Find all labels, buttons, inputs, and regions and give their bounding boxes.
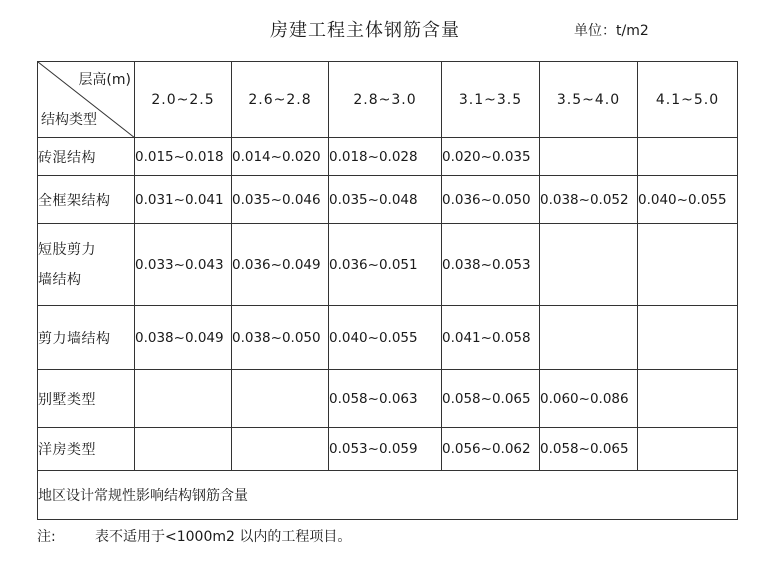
value-cell: 0.014~0.020 [232,138,329,176]
steel-content-table [37,61,738,520]
value-cell: 0.040~0.055 [638,176,738,224]
footnote [37,526,351,546]
table-row [38,370,738,428]
value-cell [135,370,232,428]
value-cell: 0.036~0.051 [329,224,442,306]
structure-type-label: 结构类型 [41,112,97,128]
header-cell: 2.8~3.0 [329,62,442,138]
footer-cell: 地区设计常规性影响结构钢筋含量 [38,471,738,520]
value-cell: 0.035~0.048 [329,176,442,224]
header-cell: 4.1~5.0 [638,62,738,138]
row-label: 砖混结构 [38,138,135,176]
corner-header-cell [38,62,135,138]
row-label-line: 短肢剪力 [38,241,96,258]
table-row [38,306,738,370]
value-cell: 0.058~0.065 [540,428,638,471]
value-cell [232,428,329,471]
value-cell: 0.038~0.053 [442,224,540,306]
value-cell [540,306,638,370]
footer-row [38,471,738,520]
value-cell [540,224,638,306]
footnote-text: 表不适用于<1000m2 以内的工程项目。 [95,529,352,545]
row-label: 别墅类型 [38,370,135,428]
footnote-label: 注: [37,529,56,545]
table-row [38,224,738,306]
row-label [38,224,135,306]
table-row [38,138,738,176]
value-cell: 0.058~0.065 [442,370,540,428]
row-label-line: 墙结构 [38,271,82,288]
header-cell: 3.5~4.0 [540,62,638,138]
value-cell [135,428,232,471]
value-cell [638,224,738,306]
table-row [38,428,738,471]
value-cell: 0.018~0.028 [329,138,442,176]
value-cell [638,306,738,370]
value-cell: 0.041~0.058 [442,306,540,370]
floor-height-label: 层高(m) [78,72,131,88]
row-label: 剪力墙结构 [38,306,135,370]
value-cell: 0.035~0.046 [232,176,329,224]
value-cell: 0.033~0.043 [135,224,232,306]
value-cell [232,370,329,428]
value-cell [638,428,738,471]
header-cell: 3.1~3.5 [442,62,540,138]
value-cell: 0.015~0.018 [135,138,232,176]
value-cell: 0.053~0.059 [329,428,442,471]
value-cell: 0.036~0.050 [442,176,540,224]
header-row [38,62,738,138]
value-cell [638,370,738,428]
unit-label: 单位：t/m2 [574,23,649,39]
page-title: 房建工程主体钢筋含量 [270,20,460,41]
header-cell: 2.6~2.8 [232,62,329,138]
header-cell: 2.0~2.5 [135,62,232,138]
value-cell: 0.056~0.062 [442,428,540,471]
value-cell: 0.040~0.055 [329,306,442,370]
row-label: 全框架结构 [38,176,135,224]
value-cell: 0.038~0.052 [540,176,638,224]
value-cell: 0.038~0.049 [135,306,232,370]
value-cell [540,138,638,176]
table-row [38,176,738,224]
value-cell: 0.031~0.041 [135,176,232,224]
value-cell: 0.038~0.050 [232,306,329,370]
value-cell [638,138,738,176]
value-cell: 0.060~0.086 [540,370,638,428]
value-cell: 0.058~0.063 [329,370,442,428]
value-cell: 0.020~0.035 [442,138,540,176]
value-cell: 0.036~0.049 [232,224,329,306]
row-label: 洋房类型 [38,428,135,471]
